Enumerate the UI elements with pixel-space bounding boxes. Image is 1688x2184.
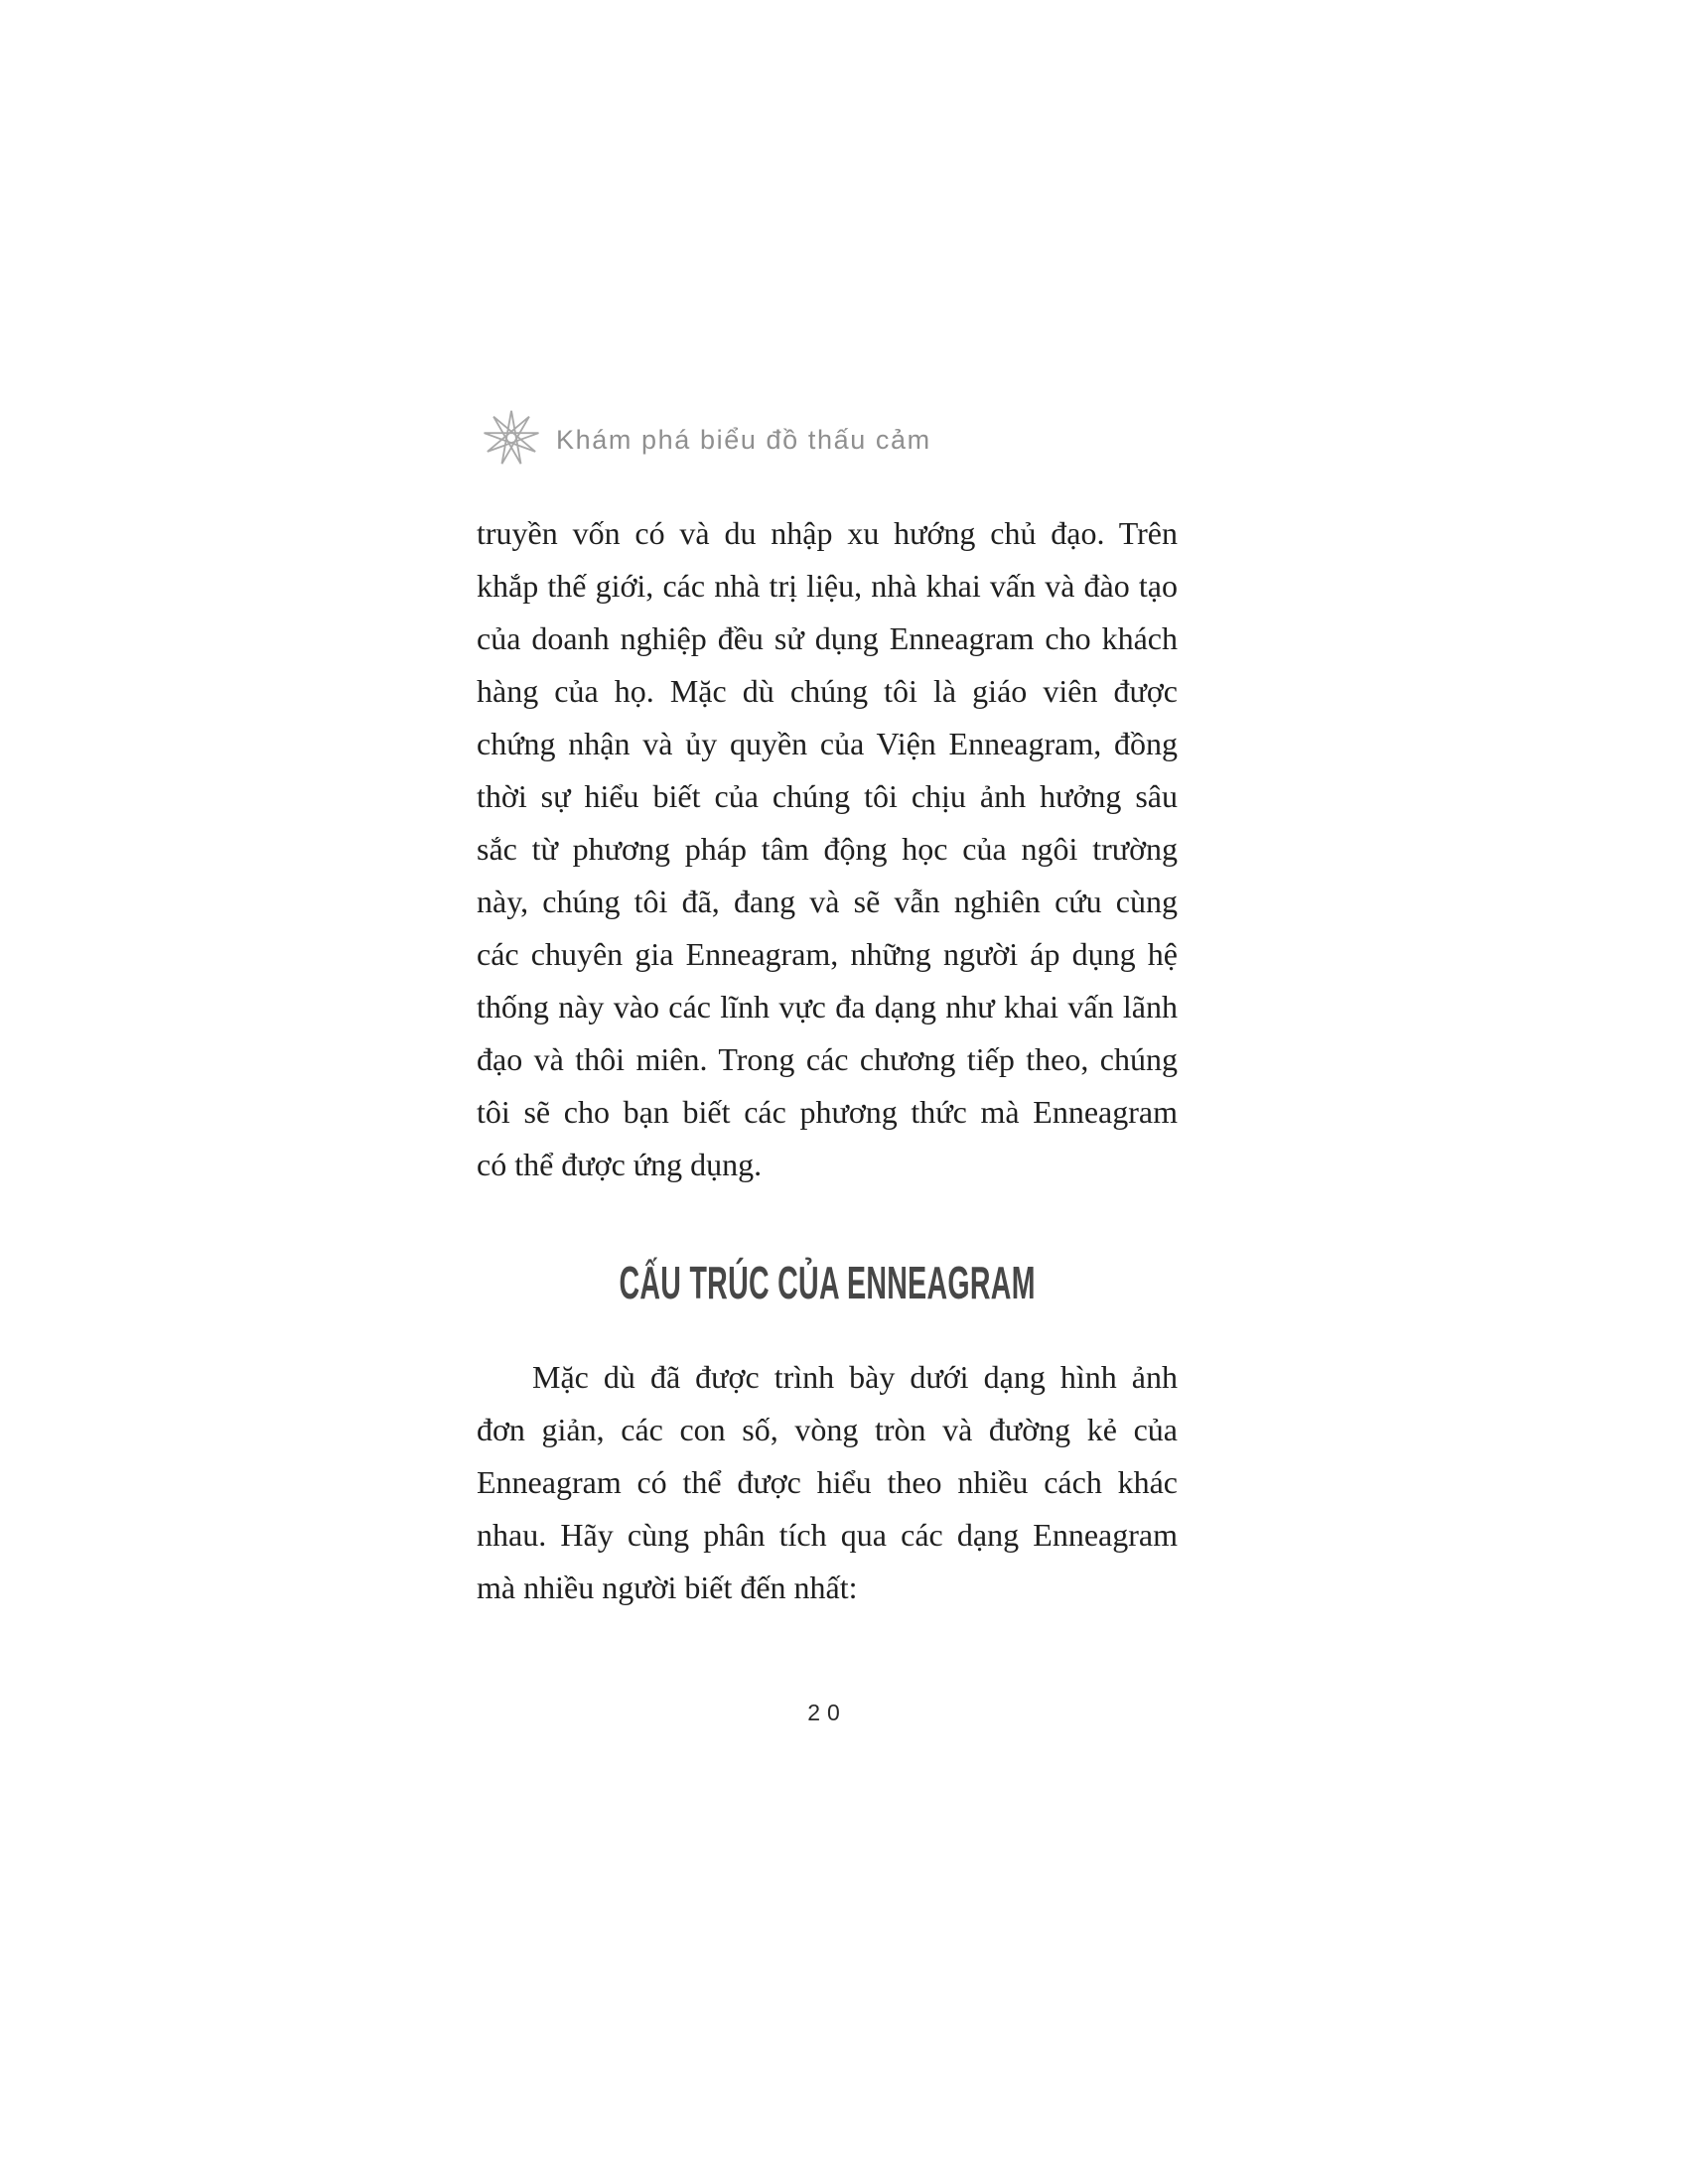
running-header-label: Khám phá biểu đồ thấu cảm — [556, 424, 931, 455]
body-line: mà nhiều người biết đến nhất: — [477, 1570, 858, 1605]
section-heading — [477, 1257, 1178, 1308]
paragraph-1 — [477, 507, 1178, 1191]
body-line: có thể được ứng dụng. — [477, 1147, 763, 1182]
body-line: đơn giản, các con số, vòng tròn và đường kẻ của — [477, 1412, 1178, 1447]
body-line: Mặc dù đã được trình bày dưới dạng hình ảnh — [532, 1359, 1178, 1395]
enneagram-star-icon — [483, 409, 540, 467]
body-line: thống này vào các lĩnh vực đa dạng như khai vấn lãnh — [477, 989, 1178, 1024]
body-line: thời sự hiểu biết của chúng tôi chịu ảnh hưởng sâu — [477, 778, 1178, 814]
body-line: Enneagram có thể được hiểu theo nhiều cách khác — [477, 1464, 1178, 1500]
body-line: của doanh nghiệp đều sử dụng Enneagram cho khách — [477, 620, 1178, 656]
page-number: 20 — [807, 1700, 847, 1725]
body-line: khắp thế giới, các nhà trị liệu, nhà khai vấn và đào tạo — [477, 568, 1178, 604]
body-line: sắc từ phương pháp tâm động học của ngôi trường — [477, 831, 1178, 867]
body-line: hàng của họ. Mặc dù chúng tôi là giáo viên được — [477, 673, 1178, 709]
body-line: nhau. Hãy cùng phân tích qua các dạng Enneagram — [477, 1517, 1178, 1553]
body-line: các chuyên gia Enneagram, những người áp dụng hệ — [477, 936, 1178, 972]
body-line: chứng nhận và ủy quyền của Viện Enneagram, đồng — [477, 726, 1178, 761]
running-header — [483, 409, 931, 467]
section-heading-text: CẤU TRÚC CỦA ENNEAGRAM — [619, 1257, 1036, 1308]
paragraph-2 — [477, 1351, 1178, 1614]
body-line: đạo và thôi miên. Trong các chương tiếp theo, chúng — [477, 1041, 1178, 1077]
body-line: truyền vốn có và du nhập xu hướng chủ đạo. Trên — [477, 515, 1178, 551]
body-line: này, chúng tôi đã, đang và sẽ vẫn nghiên cứu cùng — [477, 884, 1178, 919]
body-line: tôi sẽ cho bạn biết các phương thức mà Enneagram — [477, 1094, 1178, 1130]
